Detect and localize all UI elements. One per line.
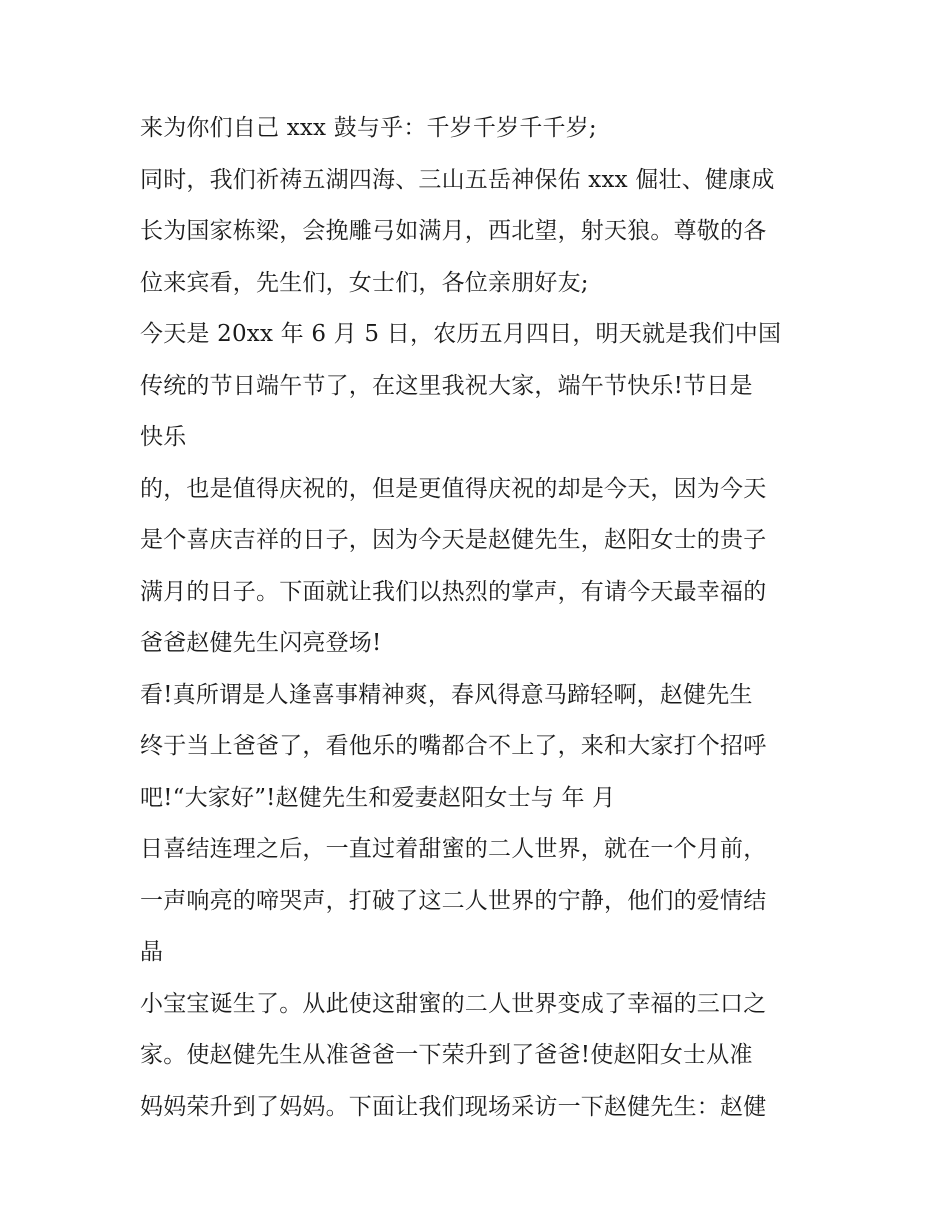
text-line: 妈妈荣升到了妈妈。下面让我们现场采访一下赵健先生：赵健 <box>140 1093 767 1120</box>
text-line: 传统的节日端午节了，在这里我祝大家，端午节快乐!节日是 <box>140 372 753 399</box>
text-line: 爸爸赵健先生闪亮登场! <box>140 630 382 656</box>
text-line: 来为你们自己 xxx 鼓与乎：千岁千岁千千岁; <box>140 115 597 141</box>
text-line: 终于当上爸爸了，看他乐的嘴都合不上了，来和大家打个招呼 <box>140 733 767 759</box>
text-line: 今天是 20xx 年 6 月 5 日，农历五月四日，明天就是我们中国 <box>140 321 782 347</box>
document-body <box>140 103 830 1133</box>
text-line: 位来宾看，先生们，女士们，各位亲朋好友; <box>140 269 589 296</box>
text-line: 快乐 <box>140 424 187 450</box>
text-line: 同时，我们祈祷五湖四海、三山五岳神保佑 xxx 倔壮、健康成 <box>140 166 775 193</box>
text-line: 一声响亮的啼哭声，打破了这二人世界的宁静，他们的爱情结 <box>140 887 767 914</box>
text-line: 日喜结连理之后，一直过着甜蜜的二人世界，就在一个月前， <box>140 836 767 862</box>
text-line: 晶 <box>140 939 164 965</box>
text-line: 吧!“大家好”!赵健先生和爱妻赵阳女士与 年 月 <box>140 784 616 811</box>
text-line: 是个喜庆吉祥的日子，因为今天是赵健先生，赵阳女士的贵子 <box>140 527 767 553</box>
text-line: 小宝宝诞生了。从此使这甜蜜的二人世界变成了幸福的三口之 <box>140 990 767 1017</box>
text-line: 长为国家栋梁，会挽雕弓如满月，西北望，射天狼。尊敬的各 <box>140 218 767 244</box>
text-line: 家。使赵健先生从准爸爸一下荣升到了爸爸!使赵阳女士从准 <box>140 1042 753 1068</box>
text-line: 看!真所谓是人逢喜事精神爽，春风得意马蹄轻啊，赵健先生 <box>140 681 753 708</box>
text-line: 满月的日子。下面就让我们以热烈的掌声，有请今天最幸福的 <box>140 578 767 605</box>
text-line: 的，也是值得庆祝的，但是更值得庆祝的却是今天，因为今天 <box>140 475 767 502</box>
